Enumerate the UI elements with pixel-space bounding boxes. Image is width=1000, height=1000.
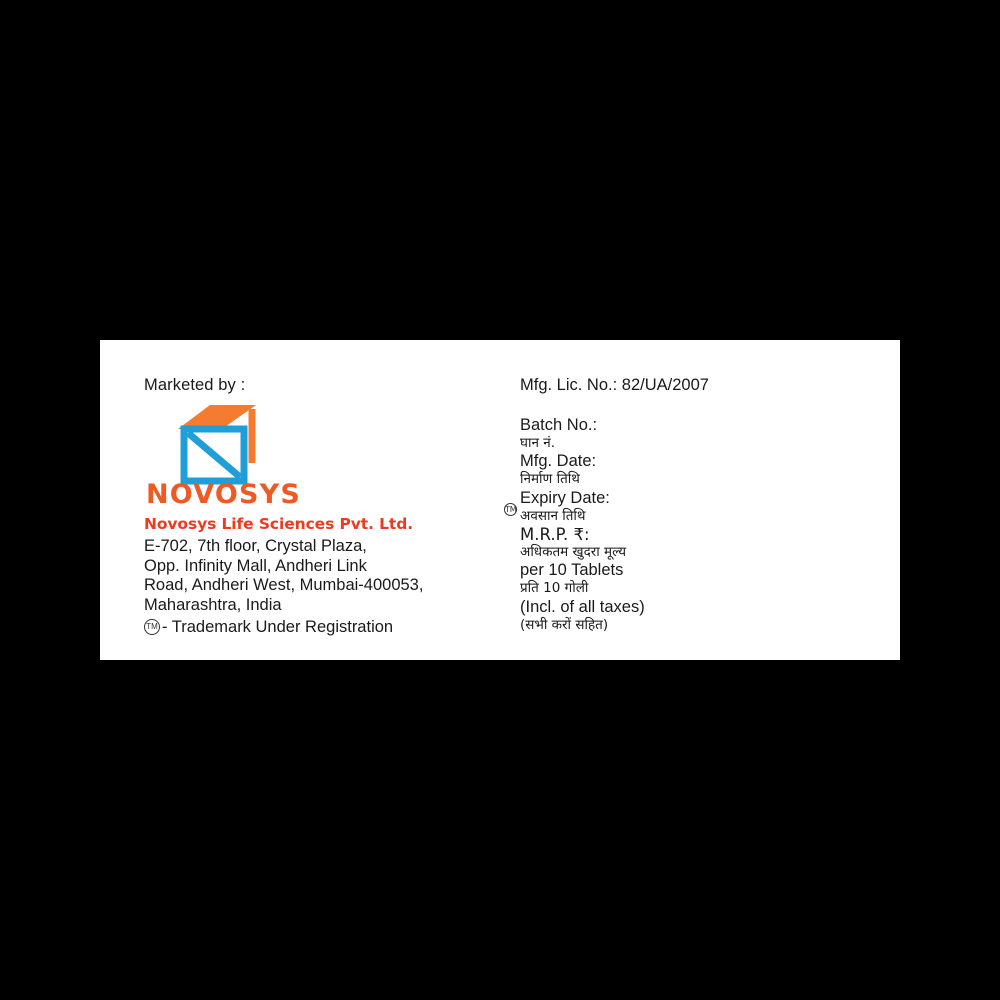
novosys-n-logo-icon bbox=[176, 403, 284, 485]
mfg-date-label: Mfg. Date: bbox=[520, 452, 597, 471]
logo-wordmark: NOVOSYS bbox=[146, 479, 302, 510]
batch-no-label: Batch No.: bbox=[520, 416, 598, 434]
expiry-date-label-hindi: अवसान तिथि bbox=[520, 507, 586, 524]
trademark-note bbox=[144, 618, 504, 637]
expiry-date-label: Expiry Date: bbox=[520, 488, 610, 507]
mrp-label: M.R.P. ₹: bbox=[520, 524, 590, 544]
regulatory-section bbox=[520, 376, 860, 634]
mrp-label-hindi: अधिकतम खुदरा मूल्य bbox=[520, 544, 627, 561]
address-line: Opp. Infinity Mall, Andheri Link bbox=[144, 556, 367, 575]
trademark-superscript-icon: TM bbox=[505, 505, 517, 514]
marketed-by-label: Marketed by : bbox=[144, 376, 246, 394]
tax-inclusive-label-hindi: (सभी करों सहित) bbox=[520, 616, 609, 633]
company-name-text: Novosys Life Sciences Pvt. Ltd. bbox=[144, 515, 414, 533]
manufacturer-section bbox=[144, 376, 517, 637]
trademark-circle-icon: TM bbox=[144, 619, 160, 635]
label-content bbox=[100, 340, 900, 660]
company-address bbox=[144, 537, 504, 616]
brand-logo bbox=[146, 401, 376, 513]
field-group bbox=[520, 416, 860, 633]
company-name bbox=[144, 505, 517, 533]
pack-size-label-hindi: प्रति 10 गोली bbox=[520, 580, 589, 597]
pack-size-label: per 10 Tablets bbox=[520, 561, 624, 580]
address-line: Road, Andheri West, Mumbai-400053, bbox=[144, 576, 424, 595]
pharma-label-card bbox=[100, 340, 900, 660]
batch-no-label-hindi: घान नं. bbox=[520, 435, 556, 452]
trademark-note-text: - Trademark Under Registration bbox=[162, 617, 394, 636]
tax-inclusive-label: (Incl. of all taxes) bbox=[520, 597, 645, 616]
mfg-date-label-hindi: निर्माण तिथि bbox=[520, 471, 580, 488]
address-line: E-702, 7th floor, Crystal Plaza, bbox=[144, 537, 367, 555]
address-line: Maharashtra, India bbox=[144, 595, 282, 614]
mfg-license-number: Mfg. Lic. No.: 82/UA/2007 bbox=[520, 376, 709, 394]
